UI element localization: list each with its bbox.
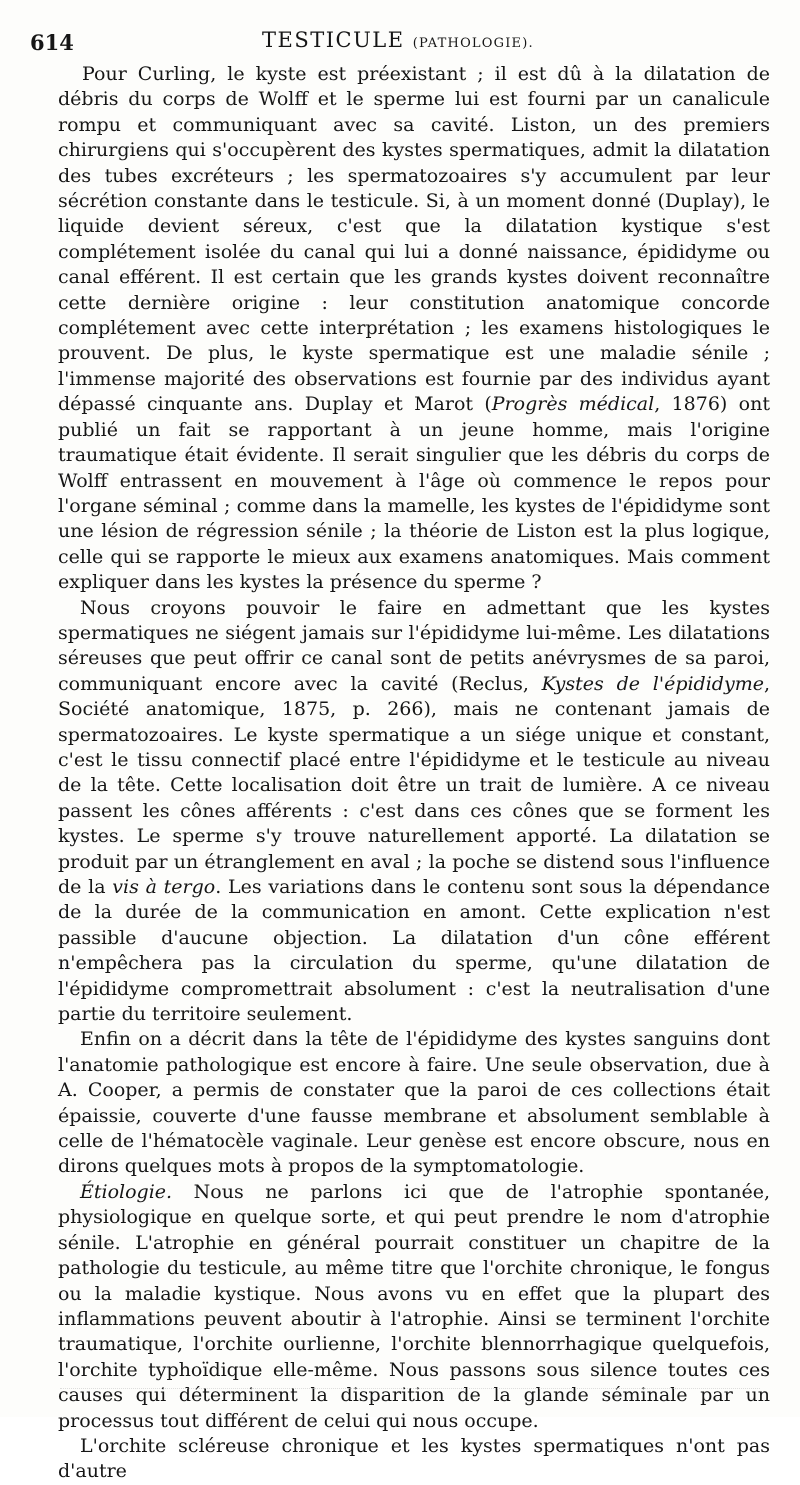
running-title-main: TESTICULE <box>262 28 405 52</box>
paragraph-5-text: L'orchite scléreuse chronique et les kystes spermatiques n'ont pas d'autre <box>58 1434 770 1483</box>
paragraph-3-text: Enfin on a décrit dans la tête de l'épididyme des kystes sanguins dont l'anatomie pathologique est encore à faire. Une seule observation, due à A. Cooper, a permis de constater que la paroi de ces collections était épaissie, couverte d'une fausse membrane et absolument semblable à celle de l'hématocèle vaginale. Leur genèse est encore obscure, nous en dirons quelques mots à propos de la symptomatologie. <box>58 1028 770 1178</box>
paragraph-2-text-a: Nous croyons pouvoir le faire en admettant que les kystes spermatiques ne siégent jamais sur l'épididyme lui-même. Les dilatations séreuses que peut offrir ce canal sont de petits anévrysmes de sa paroi, communiquant encore avec la cavité (Reclus, <box>58 596 770 695</box>
page-header <box>30 26 770 56</box>
paragraph-kystes-sanguins <box>58 1027 770 1179</box>
paragraph-1-text-a: Pour Curling, le kyste est préexistant ; il est dû à la dilatation de débris du corps de Wolff et le sperme lui est fourni par un canalicule rompu et communiquant avec sa cavité. Liston, un des premiers chirurgiens qui s'occupèrent des kystes spermatiques, admit la dilatation des tubes excréteurs ; les spermatozoaires s'y accumulent par leur sécrétion constante dans le testicule. Si, à un moment donné (Duplay), le liquide devient séreux, c'est que la dilatation kystique s'est complétement isolée du canal qui lui a donné naissance, épididyme ou canal efférent. Il est certain que les grands kystes doivent reconnaître cette dernière origine : leur constitution anatomique concorde complétement avec cette interprétation ; les examens histologiques le prouvent. De plus, le kyste spermatique est une maladie sénile ; l'immense majorité des observations est fournie par des individus ayant dépassé cinquante ans. Duplay et Marot ( <box>58 63 770 416</box>
paragraph-4-text: Nous ne parlons ici que de l'atrophie spontanée, physiologique en quelque sorte, et qui peut prendre le nom d'atrophie sénile. L'atrophie en général pourrait constituer un chapitre de la pathologie du testicule, au même titre que l'orchite chronique, le fongus ou la maladie kystique. Nous avons vu en effet que la plupart des inflammations peuvent aboutir à l'atrophie. Ainsi se terminent l'orchite traumatique, l'orchite ourlienne, l'orchite blennorrhagique quelquefois, l'orchite typhoïdique elle-même. Nous passons sous silence toutes ces causes qui déterminent la disparition de la glande séminale par un processus tout différent de celui qui nous occupe. <box>58 1180 770 1432</box>
paragraph-2-latin-term: vis à tergo <box>112 876 216 898</box>
paragraph-cones-efferents <box>58 596 770 1028</box>
page-number: 614 <box>30 30 74 55</box>
running-title <box>262 28 534 52</box>
paragraph-2-citation-title: Kystes de l'épididyme <box>541 672 764 695</box>
paragraph-curling-liston <box>58 62 770 596</box>
running-title-subtitle: (PATHOLOGIE). <box>412 36 534 51</box>
section-heading-etiologie: Étiologie. <box>80 1180 173 1203</box>
paragraph-2-text-b: , Société anatomique, 1875, p. 266), mais ne contenant jamais de spermatozoaires. Le kyste spermatique a un siége unique et constant, c'est le tissu connectif placé entre l'épididyme et le testicule au niveau de la tête. Cette localisation doit être un trait de lumière. A ce niveau passent les cônes afférents : c'est dans ces cônes que se forment les kystes. Le sperme s'y trouve naturellement apporté. La dilatation se produit par un étranglement en aval ; la poche se distend sous l'influence de la <box>58 672 770 898</box>
page-bottom-scan-noise <box>60 1382 760 1389</box>
paragraph-1-text-b: , 1876) ont publié un fait se rapportant à un jeune homme, mais l'origine traumatique était évidente. Il serait singulier que les débris du corps de Wolff entrassent en mouvement à l'âge où commence le repos pour l'organe séminal ; comme dans la mamelle, les kystes de l'épididyme sont une lésion de régression sénile ; la théorie de Liston est la plus logique, celle qui se rapporte le mieux aux examens anatomiques. Mais comment expliquer dans les kystes la présence du sperme ? <box>58 393 770 594</box>
paragraph-1-journal-title: Progrès médical <box>491 393 655 416</box>
paragraph-orchite-sclereuse <box>58 1434 770 1485</box>
page-body <box>58 62 770 1485</box>
paragraph-etiologie <box>58 1180 770 1434</box>
paragraph-2-text-c: . Les variations dans le contenu sont sous la dépendance de la durée de la communication en amont. Cette explication n'est passible d'aucune objection. La dilatation d'un cône efférent n'empêchera pas la circulation du sperme, qu'une dilatation de l'épididyme compromettrait absolument : c'est la neutralisation d'une partie du territoire seulement. <box>58 876 771 1026</box>
